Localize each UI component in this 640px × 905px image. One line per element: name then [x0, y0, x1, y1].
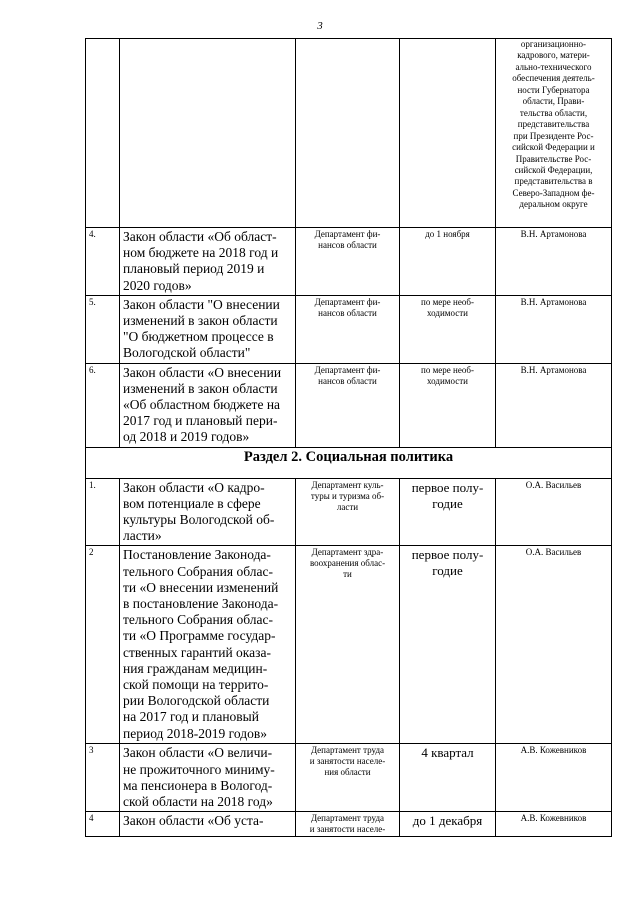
row-name-cell: Закон области «О величи- не прожиточного миниму- ма пенсионера в Вологод- ской области на 2018 год» — [120, 744, 296, 812]
table-row — [86, 546, 612, 744]
row-name-cell: Постановление Законода- тельного Собрания облас- ти «О внесении изменений в постановление Законода- тельного Собрания облас- ти «О Программе государ- ственных гарантий оказа- ния гражданам медицин- ской помощи на террито- рии Вологодской области на 2017 год и плановый период 2018-2019 годов» — [120, 546, 296, 744]
row-term-cell: по мере необ- ходимости — [400, 295, 496, 363]
table-row — [86, 744, 612, 812]
row-name-cell: Закон области «О кадро- вом потенциале в сфере культуры Вологодской об- ласти» — [120, 478, 296, 546]
table-row-continuation — [86, 39, 612, 228]
row-responsible-cell: В.Н. Артамонова — [496, 363, 612, 447]
row-department-cell: Департамент куль- туры и туризма об- ласти — [296, 478, 400, 546]
row-department-cell: Департамент здра- воохранения облас- ти — [296, 546, 400, 744]
row-name-cell: Закон области "О внесении изменений в закон области "О бюджетном процессе в Вологодской области" — [120, 295, 296, 363]
section-header-row — [86, 447, 612, 478]
row-responsible-cell: А.В. Кожевников — [496, 744, 612, 812]
row-term-cell: первое полу- годие — [400, 546, 496, 744]
page-number: 3 — [317, 20, 323, 32]
row-number-cell: 4. — [86, 228, 120, 296]
table-row — [86, 228, 612, 296]
row-number-cell: 3 — [86, 744, 120, 812]
row-number-cell: 4 — [86, 812, 120, 837]
row-number-cell: 1. — [86, 478, 120, 546]
row-responsible-cell: В.Н. Артамонова — [496, 295, 612, 363]
row-department-cell: Департамент фи- нансов области — [296, 363, 400, 447]
row-term-cell: до 1 декабря — [400, 812, 496, 837]
row-department-cell: Департамент фи- нансов области — [296, 295, 400, 363]
row-number-cell: 6. — [86, 363, 120, 447]
row-department-cell: Департамент труда и занятости населе- ния области — [296, 744, 400, 812]
row-responsible-cell: организационно- кадрового, матери- ально-технического обеспечения деятель- ности Губернатора области, Прави- тельства области, представительства при Президенте Рос- сийской Федерации и Правительстве Рос- сийской Федерации, представительства в Северо-Западном фе- деральном округе — [496, 39, 612, 228]
row-term-cell: первое полу- годие — [400, 478, 496, 546]
row-name-cell: Закон области «Об област- ном бюджете на 2018 год и плановый период 2019 и 2020 годов» — [120, 228, 296, 296]
legislative-plan-table — [85, 38, 612, 837]
row-number-cell — [86, 39, 120, 228]
row-term-cell: до 1 ноября — [400, 228, 496, 296]
row-department-cell: Департамент труда и занятости населе- — [296, 812, 400, 837]
row-number-cell: 5. — [86, 295, 120, 363]
row-term-cell — [400, 39, 496, 228]
row-department-cell: Департамент фи- нансов области — [296, 228, 400, 296]
row-responsible-cell: А.В. Кожевников — [496, 812, 612, 837]
table-row — [86, 363, 612, 447]
row-responsible-cell: В.Н. Артамонова — [496, 228, 612, 296]
row-term-cell: по мере необ- ходимости — [400, 363, 496, 447]
section-title: Раздел 2. Социальная политика — [86, 447, 612, 478]
row-department-cell — [296, 39, 400, 228]
table-row — [86, 478, 612, 546]
row-number-cell: 2 — [86, 546, 120, 744]
row-responsible-cell: О.А. Васильев — [496, 478, 612, 546]
table-row — [86, 812, 612, 837]
table-row — [86, 295, 612, 363]
row-term-cell: 4 квартал — [400, 744, 496, 812]
row-name-cell: Закон области «О внесении изменений в закон области «Об областном бюджете на 2017 год и плановый пери- од 2018 и 2019 годов» — [120, 363, 296, 447]
row-name-cell — [120, 39, 296, 228]
row-name-cell: Закон области «Об уста- — [120, 812, 296, 837]
row-responsible-cell: О.А. Васильев — [496, 546, 612, 744]
